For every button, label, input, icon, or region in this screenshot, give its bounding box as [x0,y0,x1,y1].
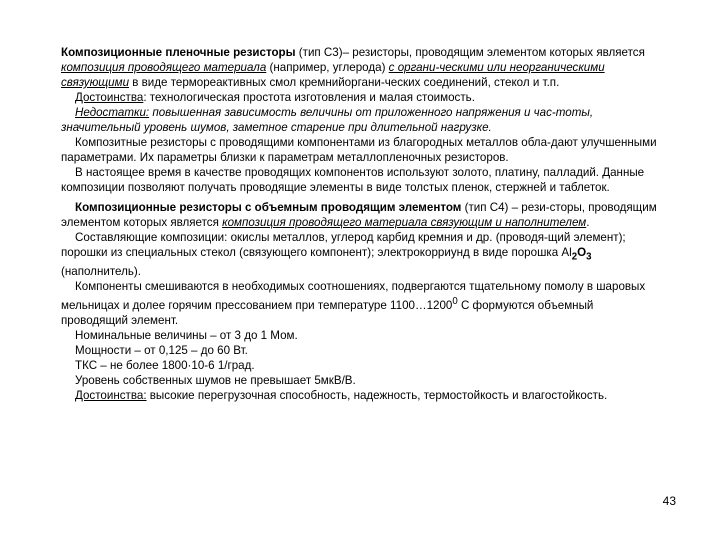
text-span: (тип С3)– резисторы, проводящим элементом которых является [295,46,645,59]
paragraph-noise: Уровень собственных шумов не превышает 5мкВ/В. [75,374,356,388]
paragraph-current-components: В настоящее время в качестве проводящих компонентов используют золото, платину, палладий. Данные композиции позволяют получать проводящие элементы в виде толстых пленок, стержней и таблеток. [61,166,645,194]
label-advantages: Достоинства: [75,389,147,403]
label-disadvantages: Недостатки: [75,106,150,119]
text-span: повышенная зависимость величины от приложенного напряжения и час-тоты, значительный уровень шумов, заметное старение при длительной нагрузке. [61,106,594,134]
emphasis-binders: с органи-ческими или неорганическими связующими [61,61,605,89]
subscript: 3 [586,251,592,263]
subscript: 2 [571,251,578,263]
paragraph-components [61,230,661,279]
text-span: . [586,216,590,229]
text-span: O [577,246,587,259]
paragraph-nominal-values: Номинальные величины – от 3 до 1 Мом. [75,329,298,343]
text-span: (например, углерода) [266,61,389,74]
text-span: Составляющие композиции: окислы металлов, углерод карбид кремния и др. (проводя-щий элемент); порошки из специальных стекол (связующего компонент); электрокорриунд в виде порошка Al [61,231,626,259]
text-span: С формуются объемный проводящий элемент. [61,299,594,328]
paragraph-tcr: ТКС – не более 1800·10-6 1/град. [75,359,255,373]
paragraph-disadvantages-film [61,105,661,135]
superscript: 0 [452,296,458,308]
page-number: 43 [662,494,676,508]
heading-volume-resistors: Композиционные резисторы с объемным проводящим элементом [75,201,462,214]
text-span: в виде термореактивных смол кремнийоргани-ческих соединений, стекол и т.п. [129,76,560,89]
paragraph-volume-resistors [61,200,661,230]
heading-film-resistors: Композиционные пленочные резисторы [61,46,296,59]
label-advantages: Достоинства [75,91,144,104]
text-span: : технологическая простота изготовления и малая стоимость. [143,91,475,104]
text-span: (тип С4) – рези-сторы, проводящим элементом которых является [61,201,657,229]
paragraph-mixing-process [61,279,661,328]
paragraph-noble-metals: Композитные резисторы с проводящими компонентами из благородных металлов обла-дают улучшенными параметрами. Их параметры близки к параметрам металлопленочных резисторов. [61,136,657,164]
text-span: Компоненты смешиваются в необходимых соотношениях, подвергаются тщательному помолу в шаровых мельницах и долее горячим прессованием при температуре 1100…1200 [61,280,646,313]
paragraph-film-resistors [61,45,661,90]
emphasis-composition-binder-filler: композиция проводящего материала связующим и наполнителем [222,216,587,229]
emphasis-conductive-material: композиция проводящего материала [61,61,267,74]
document-body [61,45,661,403]
paragraph-power: Мощности – от 0,125 – до 60 Вт. [75,344,248,358]
text-span: (наполнитель). [61,265,141,279]
text-span: высокие перегрузочная способность, надежность, термостойкость и влагостойкость. [146,389,608,403]
paragraph-advantages-volume [61,388,661,403]
paragraph-advantages-film [61,90,661,105]
